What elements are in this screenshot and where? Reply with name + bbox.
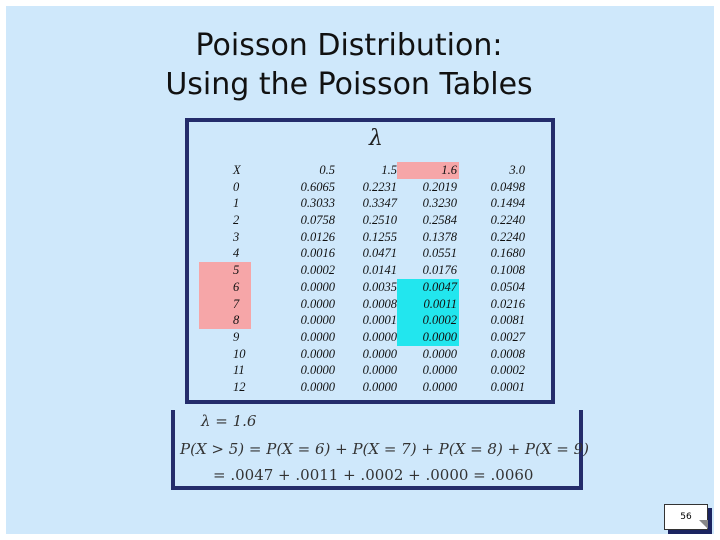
col-3-0 <box>479 162 525 396</box>
table-cell: 0.0000 <box>422 329 457 344</box>
lambda-symbol: λ <box>369 126 383 151</box>
table-cell: 0.0008 <box>362 296 397 311</box>
table-cell: 0.0000 <box>422 346 457 361</box>
x-value: 3 <box>233 229 240 244</box>
table-cell: 0.0471 <box>362 246 397 261</box>
table-cell: 0.0216 <box>490 296 525 311</box>
formula-lambda: λ = 1.6 <box>201 412 257 430</box>
table-cell: 0.0002 <box>300 263 335 278</box>
table-cell: 0.0000 <box>300 346 335 361</box>
table-cell: 0.0000 <box>300 313 335 328</box>
table-cell: 0.0000 <box>300 279 335 294</box>
table-cell: 0.2231 <box>362 179 397 194</box>
table-cell: 0.0000 <box>300 329 335 344</box>
table-cell: 0.2510 <box>362 213 397 228</box>
x-value: 12 <box>233 379 246 394</box>
col-header: 1.6 <box>441 163 457 177</box>
x-value: 8 <box>233 313 240 328</box>
table-cell: 0.0047 <box>422 279 457 294</box>
table-cell: 0.0504 <box>490 279 525 294</box>
table-cell: 0.3033 <box>300 196 335 211</box>
table-cell: 0.2240 <box>490 229 525 244</box>
x-value: 6 <box>233 279 240 294</box>
table-cell: 0.0000 <box>362 379 397 394</box>
title-line-2: Using the Poisson Tables <box>165 67 533 102</box>
table-cell: 0.0001 <box>362 313 397 328</box>
table-cell: 0.1680 <box>490 246 525 261</box>
table-cell: 0.1494 <box>490 196 525 211</box>
table-cell: 0.1255 <box>362 229 397 244</box>
x-value: 0 <box>233 179 240 194</box>
slide-title <box>6 26 692 104</box>
x-value: 2 <box>233 213 240 228</box>
table-cell: 0.3230 <box>422 196 457 211</box>
col-1-5 <box>351 162 397 396</box>
page-number: 56 <box>664 504 708 530</box>
table-cell: 0.2019 <box>422 179 457 194</box>
formula-box <box>171 410 590 490</box>
table-cell: 0.0000 <box>362 346 397 361</box>
table-cell: 0.0000 <box>362 363 397 378</box>
col-1-6 <box>411 162 457 396</box>
x-value: 4 <box>233 246 240 261</box>
x-value: 7 <box>233 296 240 311</box>
table-cell: 0.2240 <box>490 213 525 228</box>
col-header: 3.0 <box>509 163 525 177</box>
table-cell: 0.0758 <box>300 213 335 228</box>
table-cell: 0.0035 <box>362 279 397 294</box>
table-cell: 0.0000 <box>422 379 457 394</box>
x-value: 5 <box>233 263 240 278</box>
table-cell: 0.2584 <box>422 213 457 228</box>
table-cell: 0.0000 <box>300 296 335 311</box>
formula-result: = .0047 + .0011 + .0002 + .0000 = .0060 <box>213 466 534 484</box>
table-cell: 0.0000 <box>362 329 397 344</box>
x-value: 1 <box>233 196 240 211</box>
table-cell: 0.0027 <box>490 329 525 344</box>
table-cell: 0.0011 <box>423 296 457 311</box>
table-cell: 0.0000 <box>300 363 335 378</box>
table-cell: 0.0176 <box>422 263 457 278</box>
table-cell: 0.1008 <box>490 263 525 278</box>
table-cell: 0.3347 <box>362 196 397 211</box>
table-cell: 0.0141 <box>362 263 397 278</box>
table-cell: 0.0081 <box>490 313 525 328</box>
table-cell: 0.0002 <box>490 363 525 378</box>
table-cell: 0.0016 <box>300 246 335 261</box>
table-cell: 0.0000 <box>300 379 335 394</box>
table-cell: 0.0002 <box>422 313 457 328</box>
x-value: 10 <box>233 346 246 361</box>
formula-expression: P(X > 5) = P(X = 6) + P(X = 7) + P(X = 8) + P(X = 9) <box>180 440 590 458</box>
table-cell: 0.0001 <box>490 379 525 394</box>
col-header: 0.5 <box>319 163 335 177</box>
page-fold <box>699 520 708 529</box>
col-header: 1.5 <box>381 163 397 177</box>
table-cell: 0.0000 <box>422 363 457 378</box>
x-column <box>233 162 263 394</box>
poisson-table <box>185 118 555 404</box>
table-cell: 0.6065 <box>300 179 335 194</box>
table-cell: 0.0126 <box>300 229 335 244</box>
col-0-5 <box>289 162 335 396</box>
x-header: X <box>233 163 241 177</box>
table-cell: 0.0551 <box>422 246 457 261</box>
table-cell: 0.0008 <box>490 346 525 361</box>
x-value: 11 <box>233 363 245 378</box>
table-cell: 0.0498 <box>490 179 525 194</box>
x-value: 9 <box>233 329 240 344</box>
table-cell: 0.1378 <box>422 229 457 244</box>
title-line-1: Poisson Distribution: <box>195 28 503 63</box>
